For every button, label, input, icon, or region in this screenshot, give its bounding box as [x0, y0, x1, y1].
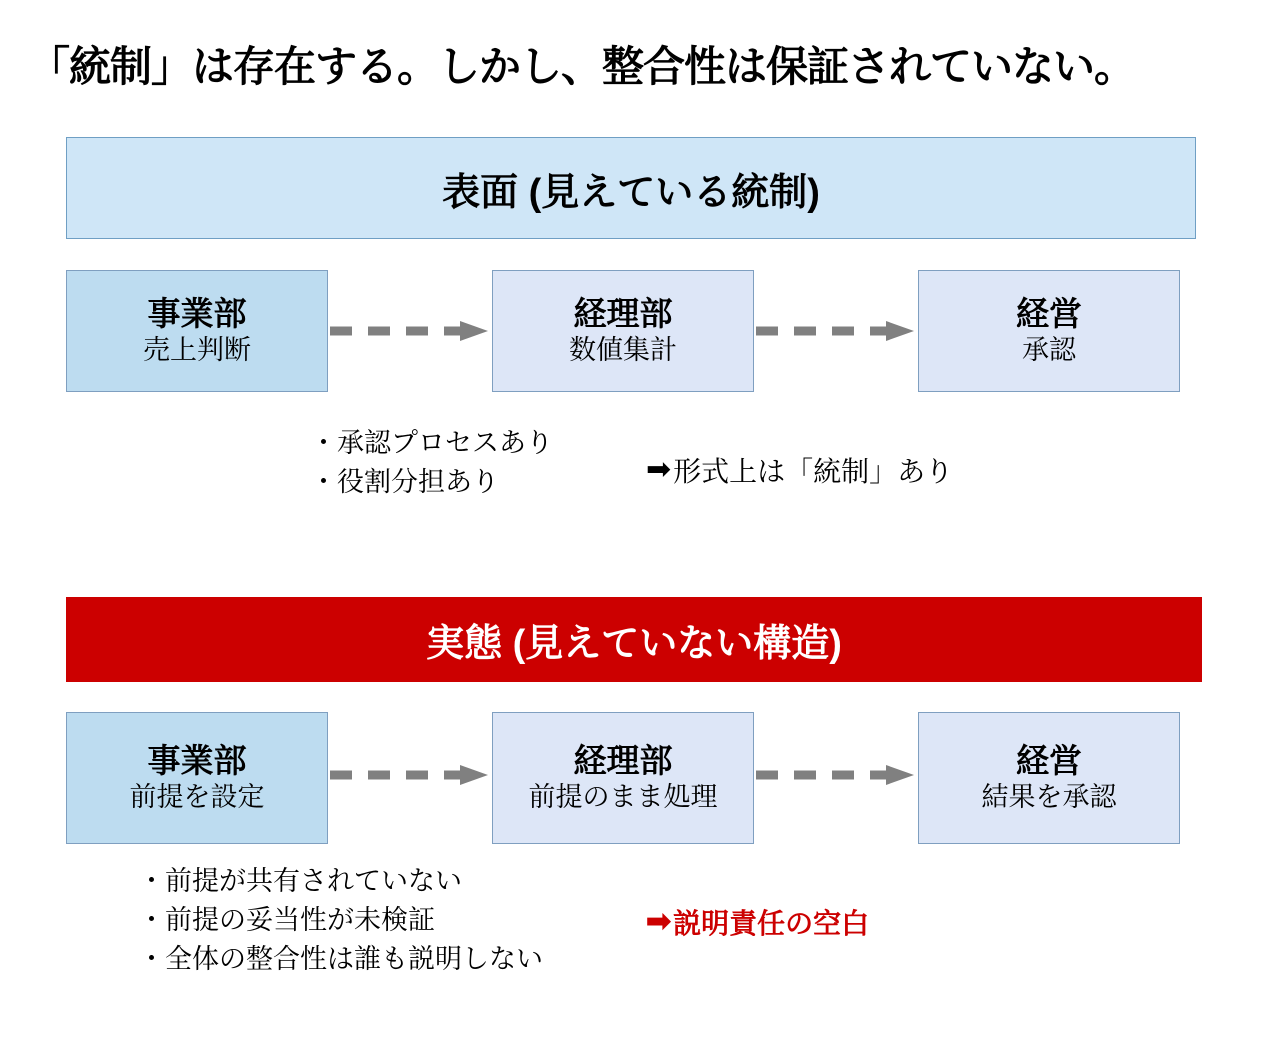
notes-surface	[310, 424, 553, 502]
process-box-reality-2	[492, 712, 754, 844]
process-box-subtitle: 前提のまま処理	[528, 782, 718, 813]
notes-reality	[138, 862, 543, 979]
conclusion-reality-label: 説明責任の空白	[673, 908, 870, 939]
process-box-subtitle: 結果を承認	[981, 782, 1117, 813]
note-item: ・承認プロセスあり	[310, 428, 553, 458]
right-arrow-icon: ➡	[646, 453, 672, 486]
dashed-arrow-icon	[330, 320, 492, 342]
process-box-title: 経理部	[573, 742, 673, 780]
process-box-title: 経営	[1016, 295, 1082, 333]
page-title: 「統制」は存在する。しかし、整合性は保証されていない。	[28, 43, 1136, 90]
process-box-surface-1	[66, 270, 328, 392]
process-box-title: 経理部	[573, 295, 673, 333]
section-header-reality	[66, 597, 1202, 682]
note-item: ・役割分担あり	[310, 467, 499, 498]
dashed-arrow-icon	[756, 320, 918, 342]
process-box-reality-1	[66, 712, 328, 844]
process-box-title: 経営	[1016, 742, 1082, 780]
section-header-surface-label: 表面 (見えている統制)	[442, 171, 820, 214]
process-box-subtitle: 数値集計	[569, 335, 677, 366]
process-box-title: 事業部	[147, 295, 247, 333]
dashed-arrow-icon	[330, 764, 492, 786]
note-item: ・前提が共有されていない	[138, 866, 462, 896]
process-box-surface-2	[492, 270, 754, 392]
dashed-arrow-icon	[756, 764, 918, 786]
note-item: ・前提の妥当性が未検証	[138, 905, 435, 936]
process-box-surface-3	[918, 270, 1180, 392]
process-box-subtitle: 承認	[1022, 335, 1076, 366]
process-box-subtitle: 売上判断	[143, 335, 251, 366]
process-box-title: 事業部	[147, 742, 247, 780]
process-box-reality-3	[918, 712, 1180, 844]
conclusion-surface	[646, 450, 953, 490]
conclusion-surface-label: 形式上は「統制」あり	[673, 456, 954, 487]
note-item: ・全体の整合性は誰も説明しない	[138, 944, 543, 975]
process-box-subtitle: 前提を設定	[129, 782, 265, 813]
section-header-reality-label: 実態 (見えていない構造)	[426, 623, 842, 665]
conclusion-reality	[646, 902, 869, 942]
right-arrow-icon: ➡	[646, 905, 672, 938]
section-header-surface	[66, 137, 1196, 239]
